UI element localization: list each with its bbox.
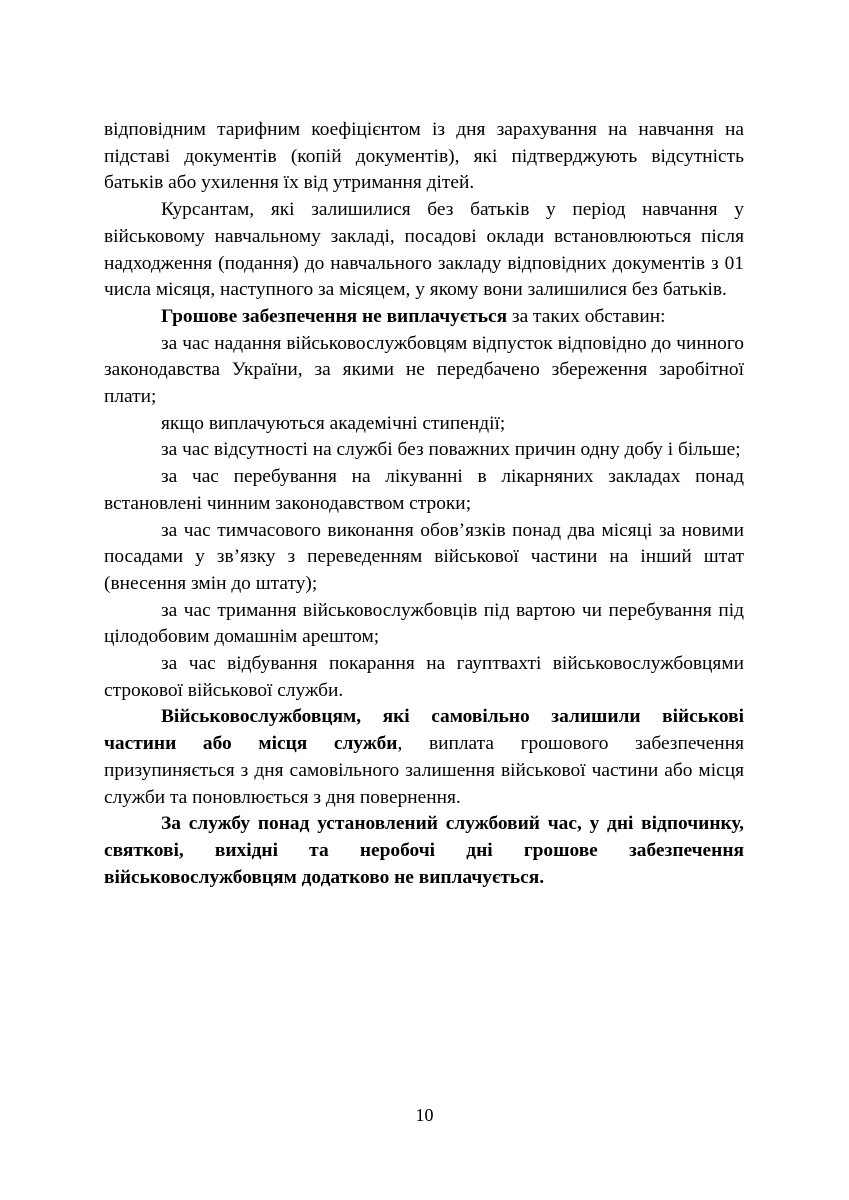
list-item-hospital: за час перебування на лікуванні в лікарняних закладах понад встановлені чинним законодавством строки; bbox=[104, 466, 744, 514]
paragraph-desertion-text: , виплата грошового забезпечення призупиняється з дня самовільного залишення військової частини або місця служби та поновлюється з дня повернення. bbox=[104, 733, 744, 808]
paragraph-desertion-bold: Військовослужбовцям, які самовільно залишили військові частини або місця служби bbox=[104, 706, 744, 755]
list-item-guardhouse: за час відбування покарання на гауптвахті військовослужбовцями строкової військової служби. bbox=[104, 653, 744, 701]
list-item-unpaid-leave: за час надання військовослужбовцям відпусток відповідно до чинного законодавства України, за якими не передбачено збереження заробітної плати; bbox=[104, 332, 744, 408]
paragraph-3-bold: Грошове забезпечення не виплачується bbox=[161, 305, 508, 327]
paragraph-desertion bbox=[104, 704, 744, 811]
page-number: 10 bbox=[415, 1105, 434, 1125]
list-item-custody: за час тримання військовослужбовців під вартою чи перебування під цілодобовим домашнім арештом; bbox=[104, 599, 744, 648]
paragraph-3-text: за таких обставин: bbox=[507, 305, 666, 327]
paragraph-2: Курсантам, які залишилися без батьків у період навчання у військовому навчальному закладі, посадові оклади встановлюються після надходження (подання) до навчального закладу відповідних документів з 01 числа місяця, наступного за місяцем, у якому вони залишилися без батьків. bbox=[104, 199, 744, 301]
paragraph-3 bbox=[104, 304, 744, 331]
list-item-absence: за час відсутності на службі без поважних причин одну добу і більше; bbox=[161, 439, 741, 461]
document-body bbox=[104, 117, 744, 891]
list-item-temporary-duties: за час тимчасового виконання обов’язків понад два місяці за новими посадами у зв’язку з переведенням військової частини на інший штат (внесення змін до штату); bbox=[104, 519, 744, 594]
paragraph-overtime-bold: За службу понад установлений службовий час, у дні відпочинку, святкові, вихідні та неробочі дні грошове забезпечення військовослужбовцям додатково не виплачується. bbox=[104, 813, 744, 888]
list-item-stipend: якщо виплачуються академічні стипендії; bbox=[161, 412, 506, 434]
paragraph-overtime bbox=[104, 811, 744, 891]
paragraph-1: відповідним тарифним коефіцієнтом із дня зарахування на навчання на підставі документів (копій документів), які підтверджують відсутність батьків або ухилення їх від утримання дітей. bbox=[104, 119, 744, 194]
